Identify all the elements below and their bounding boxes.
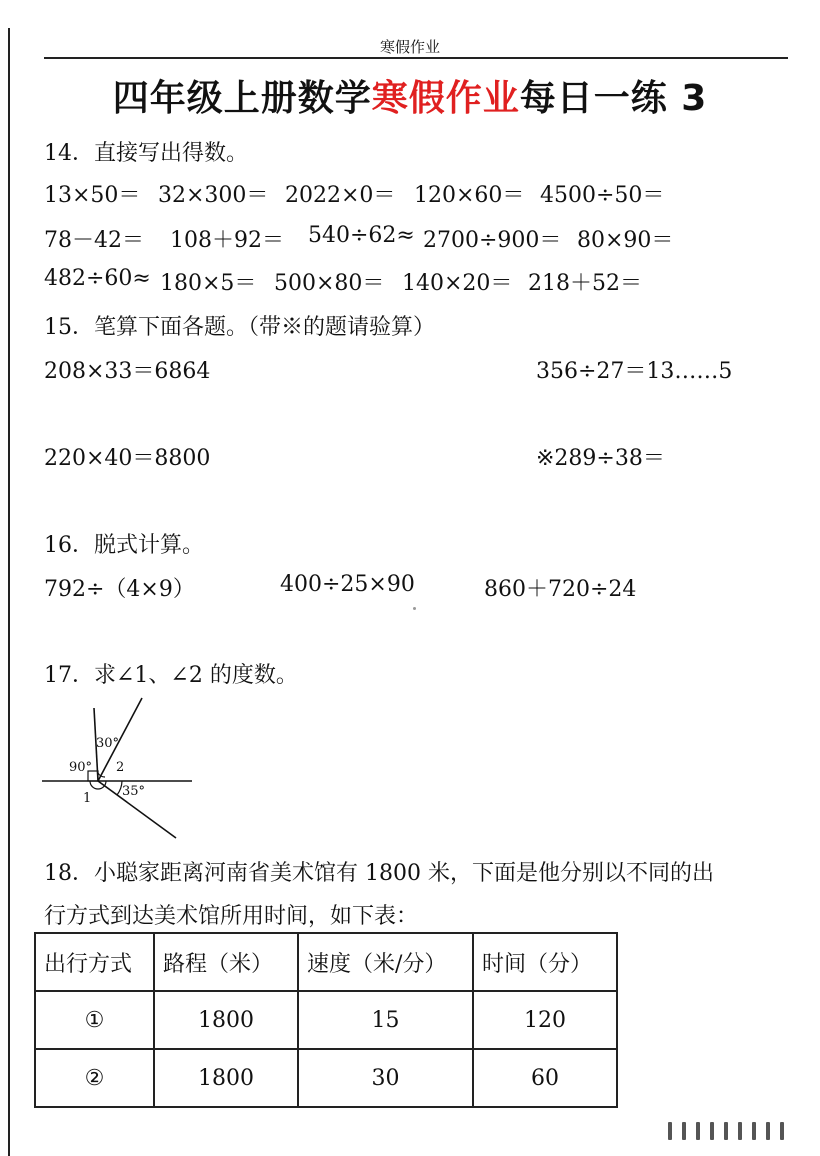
table-cell: 15 [298,991,473,1049]
q15-item-4: ※289÷38＝ [536,446,665,471]
page-title [0,70,820,121]
table-cell: 1800 [154,1049,298,1107]
toolbar-tick [682,1122,686,1140]
table-cell: 60 [473,1049,617,1107]
q14-r2-c0: 482÷60≈ [44,266,151,291]
table-cell: 1800 [154,991,298,1049]
table-row [35,991,617,1049]
label-35: 35° [122,784,146,799]
q15-item-3: 220×40＝8800 [44,446,211,471]
title-part1: 四年级上册数学 [112,78,372,119]
header-rule [44,57,788,59]
q14-r2-c1: 180×5＝ [160,271,257,296]
label-2: 2 [116,760,125,775]
title-accent: 寒假作业 [371,78,520,119]
q18-line2: 行方式到达美术馆所用时间，如下表： [44,904,419,929]
toolbar-tick [724,1122,728,1140]
table-cell: ① [35,991,154,1049]
toolbar-tick [780,1122,784,1140]
q14-r0-c1: 32×300＝ [158,183,269,208]
q15-item-1: 208×33＝6864 [44,359,211,384]
toolbar-tick [766,1122,770,1140]
q14-r0-c4: 4500÷50＝ [540,183,665,208]
toolbar-tick [668,1122,672,1140]
q14-r1-c3: 2700÷900＝ [423,228,562,253]
table-header-cell: 路程（米） [154,933,298,991]
q16-heading: 16．脱式计算。 [44,533,204,558]
stray-dot [413,607,416,610]
travel-table [34,932,618,1108]
q14-r1-c1: 108＋92＝ [170,228,284,253]
toolbar-tick [752,1122,756,1140]
table-cell: 120 [473,991,617,1049]
title-part2: 每日一练 3 [519,78,708,119]
sheet-left-edge [8,28,10,1156]
q14-r2-c2: 500×80＝ [274,271,385,296]
q14-r2-c3: 140×20＝ [402,271,513,296]
table-header-cell: 出行方式 [35,933,154,991]
header-label: 寒假作业 [379,38,440,56]
table-row [35,1049,617,1107]
q18-line1: 18．小聪家距离河南省美术馆有 1800 米，下面是他分别以不同的出 [44,861,714,886]
table-cell: ② [35,1049,154,1107]
q14-r2-c4: 218＋52＝ [528,271,642,296]
q14-r0-c3: 120×60＝ [414,183,525,208]
label-1: 1 [83,791,92,806]
q14-r0-c0: 13×50＝ [44,183,141,208]
q17-heading: 17．求∠1、∠2 的度数。 [44,663,298,688]
q14-r1-c0: 78－42＝ [44,228,144,253]
q14-r1-c4: 80×90＝ [577,228,674,253]
q16-item-1: 792÷（4×9） [44,577,195,602]
table-cell: 30 [298,1049,473,1107]
q15-item-2: 356÷27＝13……5 [536,359,733,384]
label-30: 30° [96,736,120,751]
angle-figure [38,692,198,842]
q14-heading: 14．直接写出得数。 [44,141,248,166]
table-header-cell: 时间（分） [473,933,617,991]
toolbar-tick [710,1122,714,1140]
label-90: 90° [69,760,93,775]
toolbar-tick [738,1122,742,1140]
q14-r0-c2: 2022×0＝ [285,183,396,208]
q14-r1-c2: 540÷62≈ [308,223,415,248]
q15-heading: 15．笔算下面各题。（带※的题请验算） [44,315,435,340]
toolbar-tick [696,1122,700,1140]
table-header-row [35,933,617,991]
viewer-toolbar[interactable] [668,1122,798,1144]
table-header-cell: 速度（米/分） [298,933,473,991]
q16-item-2: 400÷25×90 [280,572,415,597]
q16-item-3: 860＋720÷24 [484,577,637,602]
